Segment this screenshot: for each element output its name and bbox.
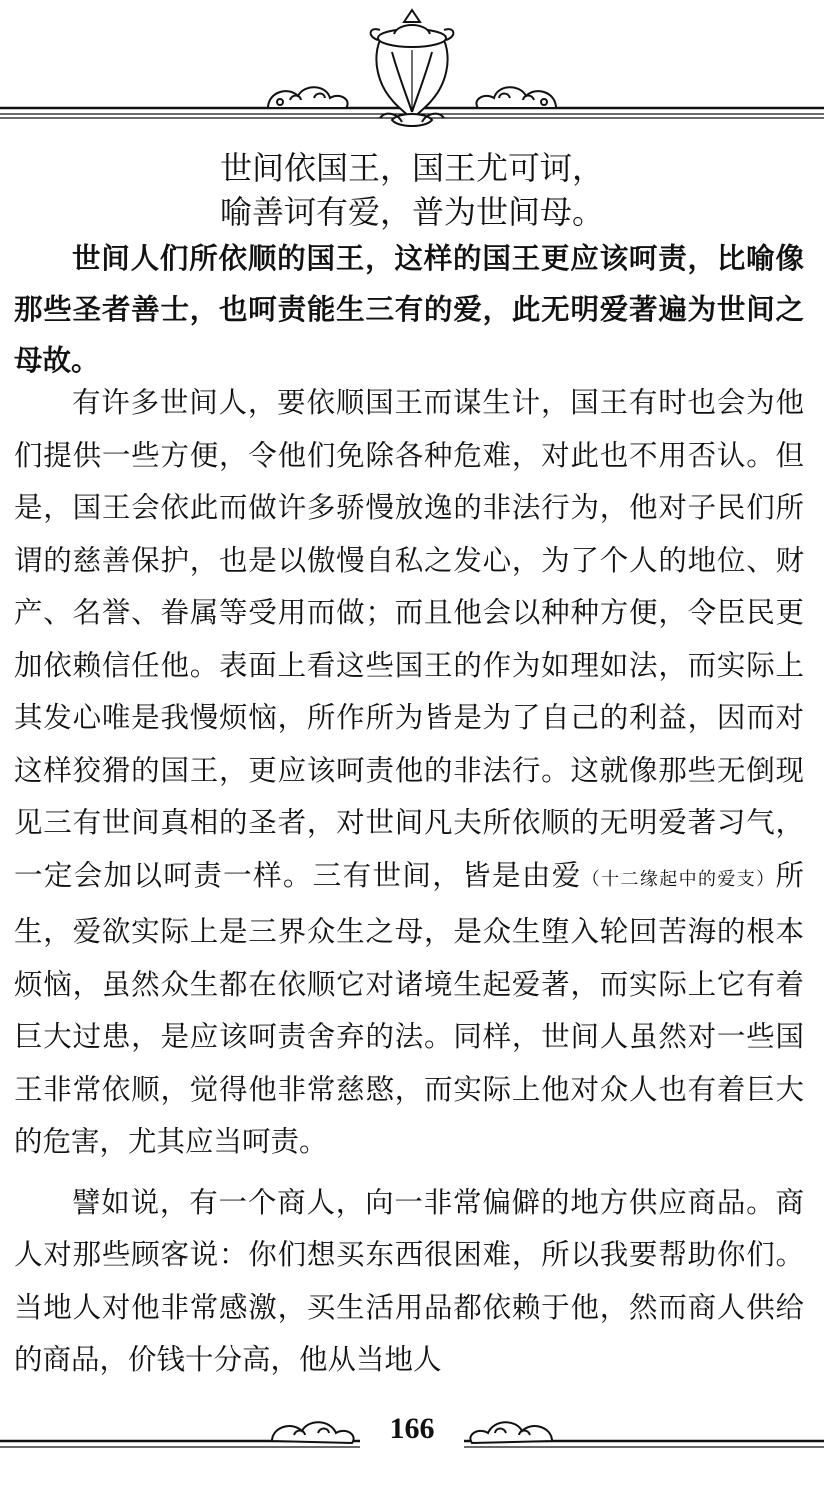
cloud-right-icon (476, 87, 556, 108)
verse-line-1: 世间依国王，国王尤可诃， (219, 149, 604, 187)
explanation-paragraph-2: 譬如说，有一个商人，向一非常偏僻的地方供应商品。商人对那些顾客说：你们想买东西很困难，所以我要帮助你们。当地人对他非常感激，买生活用品都依赖于他，然而商人供给的商品，价钱十分高，他从当地人 (14, 1185, 804, 1376)
explanation-block (14, 377, 804, 1387)
explanation-paragraph-1 (14, 377, 804, 1169)
page-number: 166 (389, 1412, 435, 1445)
header-ornament (0, 0, 824, 135)
verse-line-2: 喻善诃有爱，普为世间母。 (219, 193, 604, 231)
inline-note: （十二缘起中的爱支） (581, 868, 776, 890)
cloud-left-icon (268, 87, 348, 108)
commentary-paragraph: 世间人们所依顺的国王，这样的国王更应该呵责，比喻像那些圣者善士，也呵责能生三有的爱，此无明爱著遍为世间之母故。 (14, 241, 804, 377)
explanation-text-after-note: 所生，爱欲实际上是三界众生之母，是众生堕入轮回苦海的根本烦恼，虽然众生都在依顺它对诸境生起爱著，而实际上它有着巨大过患，是应该呵责舍弃的法。同样，世间人虽然对一些国王非常依顺，觉得他非常慈愍，而实际上他对众人也有着巨大的危害，尤其应当呵责。 (14, 858, 805, 1158)
commentary-block (14, 233, 804, 386)
explanation-text-before-note: 有许多世间人，要依顺国王而谋生计，国王有时也会为他们提供一些方便，令他们免除各种危难，对此也不用否认。但是，国王会依此而做许多骄慢放逸的非法行为，他对子民们所谓的慈善保护，也是以傲慢自私之发心，为了个人的地位、财产、名誉、眷属等受用而做；而且他会以种种方便，令臣民更加依赖信任他。表面上看这些国王的作为如理如法，而实际上其发心唯是我慢烦恼，所作所为皆是为了自己的利益，因而对这样狡猾的国王，更应该呵责他的非法行。这就像那些无倒现见三有世间真相的圣者，对世间凡夫所依顺的无明爱著习气，一定会加以呵责一样。三有世间，皆是由爱 (14, 386, 804, 892)
